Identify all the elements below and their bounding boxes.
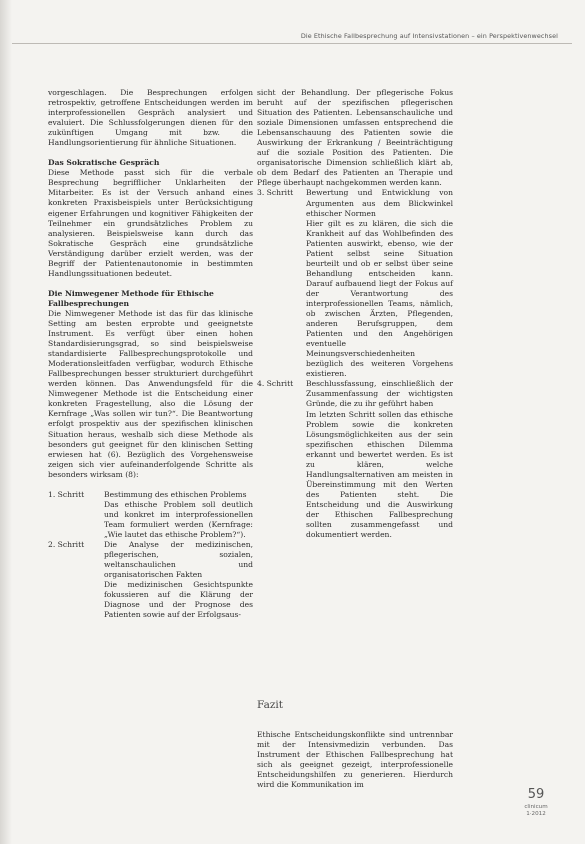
nimwegen-paragraph: Die Nimwegener Methode ist das für das klinische Setting am besten erprobte und geeignetste Instrument. Es verfügt über einen hohen Standardisierungsgrad, so sind beispielsweise standardisierte Fallbesprechungsprotokolle und Moderationsleitfaden verfügbar, wodurch Ethische Fallbesprechungen besser strukturiert durchgeführt werden können. Das Anwendungsfeld für die Nimwegener Methode ist die Entscheidung einer konkreten Fragestellung, also die Lösung der Kernfrage „Was sollen wir tun?“. Die Beantwortung erfolgt prospektiv aus der spezifischen klinischen Situation heraus, weshalb sich diese Methode als besonders gut geeignet für den klinischen Setting erwiesen hat (6). Bezüglich des Vorgehensweise zeigen sich vier aufeinanderfolgende Schritte als besonders wirksam (8):: [48, 308, 253, 479]
step-2: [48, 540, 253, 620]
left-column: [48, 88, 253, 620]
page-binding-shadow: [0, 0, 12, 844]
step-number: 2. Schritt: [48, 539, 85, 549]
step-text: Bewertung und Entwicklung von Argumenten aus dem Blickwinkel ethischer Normen Hier gilt es zu klären, die sich die Krankheit auf das Wohlbefinden des Patienten auswirkt, ebenso, wie der Patient selbst seine Situation beurteilt und ob er selbst über seine Behandlung entscheiden kann. Darauf aufbauend liegt der Fokus auf der Verantwortung des interprofessionellen Teams, nämlich, ob zwischen Ärzten, Pflegenden, anderen Berufsgruppen, dem Patienten und den Angehörigen eventuelle Meinungsverschiedenheiten bezüglich des weiteren Vorgehens existieren.: [306, 188, 453, 379]
socratic-paragraph: Diese Methode passt sich für die verbale Besprechung begrifflicher Unklarheiten der Mitarbeiter. Es ist der Versuch anhand eines konkreten Praxisbeispiels unter Berücksichtigung eigener Erfahrungen und kognitiver Fähigkeiten der Teilnehmer ein grundsätzliches Problem zu analysieren. Beispielsweise kann durch das Sokratische Gespräch eine grundsätzliche Verständigung darüber erzielt werden, was der Begriff der Patientenautonomie in bestimmten Handlungssituationen bedeutet.: [48, 168, 253, 278]
right-column: [257, 88, 453, 540]
step-1: [48, 490, 253, 540]
step-3: [257, 188, 453, 379]
right-intro-paragraph: sicht der Behandlung. Der pflegerische Fokus beruht auf der spezifischen pflegerischen Situation des Patienten. Lebensanschauliche und soziale Dimensionen umfassen entsprechend die Lebensanschauung des Patienten sowie die Auswirkung der Erkrankung / Beeinträchtigung auf die soziale Position des Patienten. Die organisatorische Dimension schließlich klärt ab, ob dem Bedarf des Patienten an Therapie und Pflege überhaupt nachgekommen werden kann.: [257, 88, 453, 188]
step-text: Bestimmung des ethischen Problems Das ethische Problem soll deutlich und konkret im interprofessionellen Team formuliert werden (Kernfrage: „Wie lautet das ethische Problem?“).: [104, 489, 253, 539]
step-text: Beschlussfassung, einschließlich der Zusammenfassung der wichtigsten Gründe, die zu ihr geführt haben Im letzten Schritt sollen das ethische Problem sowie die konkreten Lösungsmöglichkeiten aus der sein spezifischen ethischen Dilemma erkannt und bewertet werden. Es ist zu klären, welche Handlungsalternativen am meisten in Übereinstimmung mit den Werten des Patienten steht. Die Entscheidung und die Auswirkung der Ethischen Fallbesprechung sollten zusammengefasst und dokumentiert werden.: [306, 379, 453, 540]
journal-issue: 1·2012: [526, 811, 546, 817]
running-head: Die Ethische Fallbesprechung auf Intensivstationen – ein Perspektivenwechsel: [12, 30, 572, 44]
page-number: 59: [527, 787, 545, 802]
nimwegen-heading: Die Nimwegener Methode für Ethische Fallbesprechungen: [48, 288, 214, 308]
step-number: 4. Schritt: [257, 379, 294, 389]
step-4: [257, 379, 453, 540]
step-number: 1. Schritt: [48, 489, 85, 499]
fazit-paragraph: Ethische Entscheidungskonflikte sind untrennbar mit der Intensivmedizin verbunden. Das Instrument der Ethischen Fallbesprechung hat sich als geeignet gezeigt, interprofessionelle Entscheidungshilfen zu generieren. Hierdurch wird die Kommunikation im: [257, 729, 453, 789]
journal-label: [512, 804, 560, 818]
left-intro-paragraph: vorgeschlagen. Die Besprechungen erfolgen retrospektiv, getroffene Entscheidungen werden im interprofessionellen Gespräch analysiert und evaluiert. Die Schlussfolgerungen dienen für den zukünftigen Umgang mit bzw. die Handlungsorientierung für ähnliche Situationen.: [48, 88, 253, 148]
step-text: Die Analyse der medizinischen, pflegerischen, sozialen, weltanschaulichen und organisatorischen Fakten Die medizinischen Gesichtspunkte fokussieren auf die Klärung der Diagnose und der Prognose des Patienten sowie auf der Erfolgsaus-: [104, 539, 253, 620]
socratic-heading: Das Sokratische Gespräch: [48, 158, 160, 168]
fazit-heading: Fazit: [257, 699, 283, 711]
step-number: 3. Schritt: [257, 188, 294, 198]
journal-name: clinicum: [524, 804, 548, 810]
